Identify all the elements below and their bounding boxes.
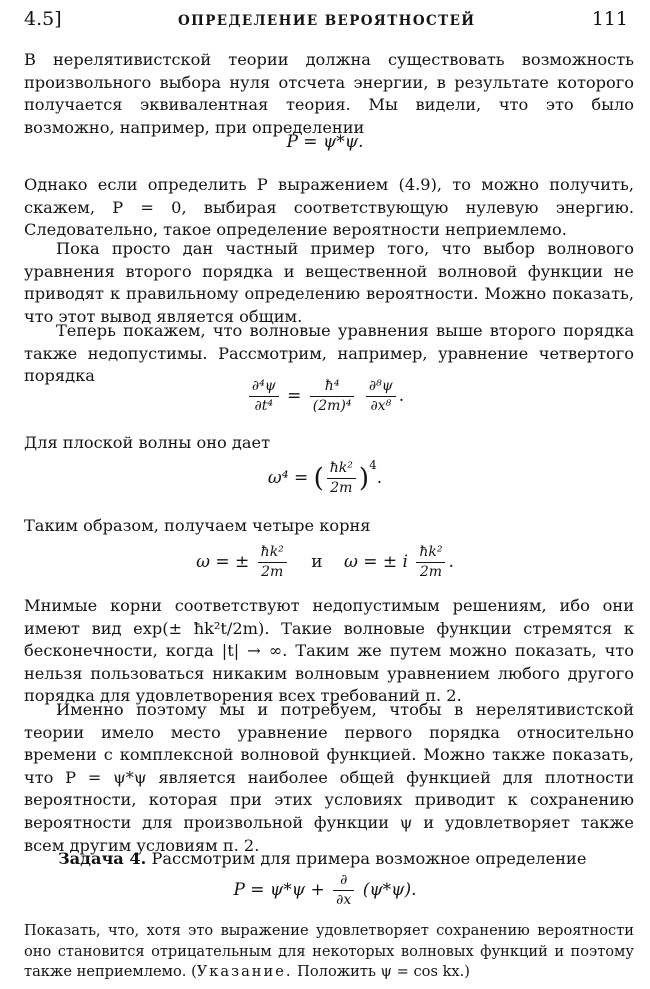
task-intro: Рассмотрим для примера возможное определение	[151, 849, 587, 868]
page-number: 111	[591, 8, 628, 30]
formula-roots: ω = ± $\frac{\text{ħk²}}{2m}$ и ω = ± i $\frac{\text{ħk²}}{2m}$ .	[196, 544, 454, 580]
paragraph-2: Однако если определить P выражением (4.9), то можно получить, скажем, P = 0, выбирая соответствующую нулевую энергию. Следовательно, такое определение вероятности неприемлемо.	[24, 175, 634, 240]
paragraph-5: Для плоской волны оно дает	[24, 433, 271, 452]
task-heading	[58, 848, 634, 871]
formula-fourth-order-equation: $\frac{\text{∂⁴ψ}}{\text{∂t⁴}}$ = $\frac{\text{ħ⁴}}{\text{(2m)⁴}}$ $\frac{\text{∂⁸ψ}}{\text{∂x⁸}}$ .	[0, 378, 650, 415]
formula-probability-density: P = ψ*ψ.	[286, 132, 364, 152]
running-title: ОПРЕДЕЛЕНИЕ ВЕРОЯТНОСТЕЙ	[177, 13, 476, 29]
paragraph-3: Пока просто дан частный пример того, что выбор волнового уравнения второго порядка и вещественной волновой функции не приводят к правильному определению вероятности. Можно показать, что этот вывод является общим.	[24, 239, 634, 326]
coefficient-fraction: $\frac{\text{ħ⁴}}{\text{(2m)⁴}}$	[310, 378, 355, 415]
dispersion-fraction: $\frac{\text{ħk²}}{2m}$	[327, 460, 356, 497]
task-label: Задача 4.	[58, 849, 147, 868]
formula-task-definition: P = ψ*ψ + $\frac{\partial}{\partial x}$ (ψ*ψ).	[233, 872, 417, 908]
task-body: Показать, что, хотя это выражение удовлетворяет сохранению вероятности оно становится отрицательным для некоторых волновых функций и поэтому также неприемлемо. (Указание. Положить ψ = cos kx.)	[24, 922, 634, 980]
root-fraction-real: $\frac{\text{ħk²}}{2m}$	[258, 544, 287, 581]
rhs-fraction: $\frac{\text{∂⁸ψ}}{\text{∂x⁸}}$	[366, 378, 396, 415]
paragraph-8: Именно поэтому мы и потребуем, чтобы в нерелятивистской теории имело место уравнение первого порядка относительно времени с комплексной волновой функцией. Можно также показать, что P = ψ*ψ является наиболее общей функцией для плотности вероятности, которая при этих условиях приводит к сохранению вероятности для произвольной функции ψ и удовлетворяет также всем другим условиям п. 2.	[24, 700, 634, 855]
paragraph-4: Теперь покажем, что волновые уравнения выше второго порядка также недопустимы. Рассмотрим, например, уравнение четвертого порядка	[24, 321, 634, 386]
root-fraction-imaginary: $\frac{\text{ħk²}}{2m}$	[416, 544, 445, 581]
paragraph-6: Таким образом, получаем четыре корня	[24, 516, 371, 535]
formula-dispersion: ω⁴ = ( $\frac{\text{ħk²}}{2m}$ )$^4$.	[267, 458, 383, 496]
lhs-fraction: $\frac{\text{∂⁴ψ}}{\text{∂t⁴}}$	[249, 378, 279, 415]
paragraph-1: В нерелятивистской теории должна существовать возможность произвольного выбора нуля отсчета энергии, в результате которого получается эквивалентная теория. Мы видели, что это было возможно, например, при определении	[24, 50, 634, 137]
running-header	[24, 8, 628, 34]
derivative-fraction: $\frac{\partial}{\partial x}$	[333, 872, 354, 909]
section-number: 4.5]	[24, 8, 62, 30]
hint-word: Указание.	[196, 963, 293, 980]
paragraph-7: Мнимые корни соответствуют недопустимым решениям, ибо они имеют вид exp(± ħk²t/2m). Такие волновые функции стремятся к бесконечности, когда |t| → ∞. Таким же путем можно показать, что нельзя пользоваться никаким волновым уравнением любого другого порядка для удовлетворения всех требований п. 2.	[24, 596, 634, 706]
